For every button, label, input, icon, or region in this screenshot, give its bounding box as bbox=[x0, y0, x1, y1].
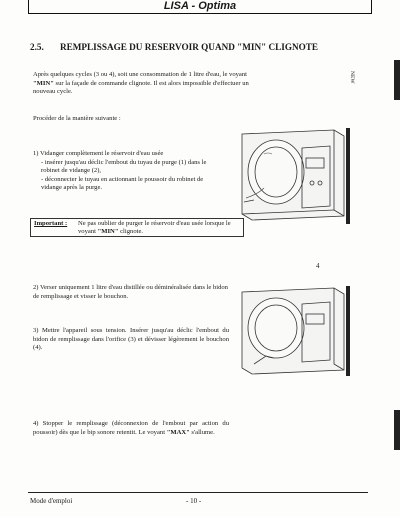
step-1-sub-2: - déconnecter le tuyau en actionnant le poussoir du robinet de vidange après la purge. bbox=[41, 175, 204, 192]
min-label: "MIN" bbox=[33, 79, 54, 87]
important-text-end: clignote. bbox=[118, 228, 144, 236]
important-text-start: Ne pas oublier de purger le réservoir d'eau usée lorsque le voyant bbox=[78, 220, 231, 236]
intro-paragraph bbox=[33, 71, 251, 97]
step-1-main: 1) Vidanger complètement le réservoir d'eau usée bbox=[33, 150, 164, 157]
important-text bbox=[78, 220, 240, 237]
footer-doc-name: Mode d'emploi bbox=[30, 497, 73, 505]
step-4-text-start: 4) Stopper le remplissage (déconnexion de l'embout par action du poussoir) dès que le bip sonore retentit. Le voyant bbox=[33, 420, 229, 436]
section-number: 2.5. bbox=[30, 42, 44, 52]
step-2: 2) Verser uniquement 1 litre d'eau distillée ou déminéralisée dans le bidon de remplissage et visser le bouchon. bbox=[33, 284, 228, 300]
page-header bbox=[28, 0, 372, 14]
max-label: "MAX" bbox=[166, 428, 190, 436]
procedure-label: Procéder de la manière suivante : bbox=[33, 115, 121, 122]
step-3: 3) Mettre l'appareil sous tension. Insérer jusqu'au déclic l'embout du bidon de remplissage dans l'orifice (3) et dévisser légèrement le bouchon (4). bbox=[33, 327, 229, 352]
important-note-box bbox=[30, 218, 244, 237]
margin-label: NEW bbox=[349, 71, 355, 84]
margin-shadow bbox=[394, 410, 400, 450]
header-title: LISA - Optima bbox=[163, 0, 237, 12]
footer-divider bbox=[28, 492, 368, 493]
step-1-sub-1: - insérer jusqu'au déclic l'embout du tuyau de purge (1) dans le robinet de vidange (2), bbox=[41, 158, 207, 175]
important-min-label: "MIN" bbox=[97, 228, 119, 236]
reference-number-4: 4 bbox=[316, 262, 320, 270]
intro-text-start: Après quelques cycles (3 ou 4), soit une consommation de 1 litre d'eau, le voyant bbox=[33, 71, 247, 78]
step-1 bbox=[33, 150, 225, 193]
section-title bbox=[30, 42, 375, 52]
margin-shadow bbox=[394, 60, 400, 100]
step-4 bbox=[33, 420, 229, 437]
drain-illustration bbox=[234, 128, 350, 224]
refill-illustration bbox=[234, 286, 350, 376]
important-label: Important : bbox=[34, 220, 68, 227]
intro-text-end: sur la façade de commande clignote. Il est alors impossible d'effectuer un nouveau cycle. bbox=[33, 79, 249, 96]
step-4-text-end: s'allume. bbox=[189, 428, 215, 436]
page-number: - 10 - bbox=[186, 497, 202, 505]
section-heading: REMPLISSAGE DU RESERVOIR QUAND "MIN" CLIGNOTE bbox=[60, 42, 319, 52]
